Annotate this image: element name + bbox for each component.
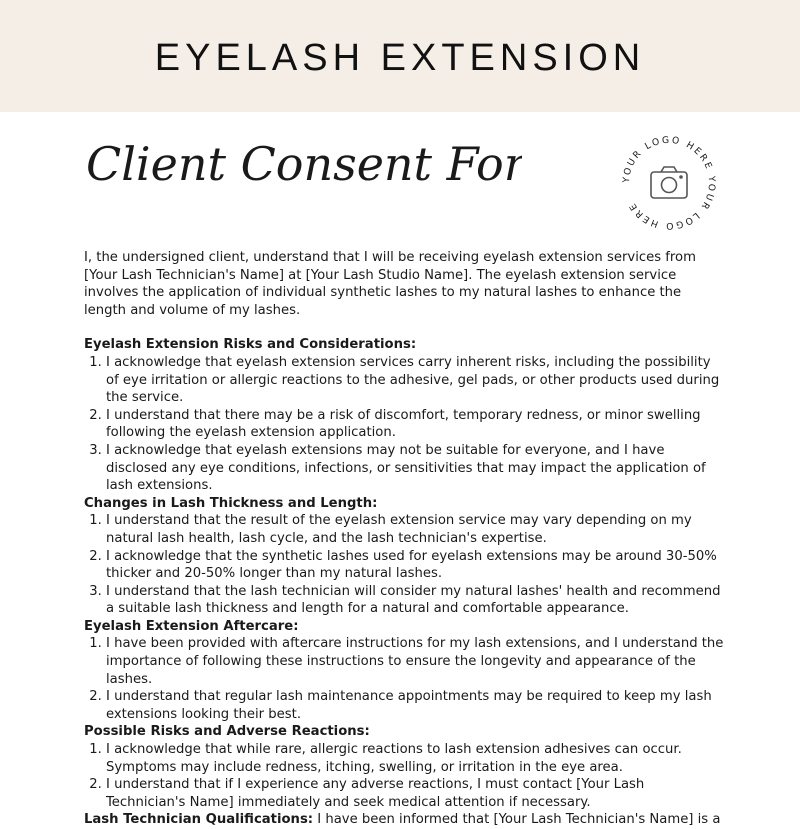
section-list xyxy=(84,512,724,618)
logo-ring-text: YOUR LOGO HERE YOUR LOGO HERE xyxy=(620,134,718,232)
list-item: 1. I acknowledge that while rare, allergic reactions to lash extension adhesives can occur. Symptoms may include redness, itching, swelling, or irritation in the eye area. xyxy=(106,741,724,776)
qualifications-line xyxy=(84,811,724,829)
qualifications-label: Lash Technician Qualifications: xyxy=(84,812,314,828)
section-thickness xyxy=(84,495,724,618)
section-list xyxy=(84,741,724,811)
header-banner xyxy=(0,0,800,112)
form-title xyxy=(82,118,522,210)
section-heading: Changes in Lash Thickness and Length: xyxy=(84,495,378,511)
form-title-text: Client Consent Form xyxy=(86,137,522,191)
list-item: 2. I understand that if I experience any adverse reactions, I must contact [Your Lash Technician's Name] immediately and seek medical attention if necessary. xyxy=(106,776,724,811)
logo-svg xyxy=(614,128,724,238)
section-risks xyxy=(84,336,724,494)
list-item: 2. I understand that regular lash maintenance appointments may be required to keep my lash extensions looking their best. xyxy=(106,688,724,723)
header-title: EYELASH EXTENSION xyxy=(154,36,646,79)
camera-icon xyxy=(651,167,687,198)
section-list xyxy=(84,354,724,495)
section-heading: Eyelash Extension Risks and Considerations: xyxy=(84,337,417,353)
intro-paragraph: I, the undersigned client, understand that I will be receiving eyelash extension services from [Your Lash Technician's Name] at [Your Lash Studio Name]. The eyelash extension service involves the application of individual synthetic lashes to my natural lashes to enhance the length and volume of my lashes. xyxy=(84,250,696,318)
qualifications-text: I have been informed that [Your Lash Technician's Name] is a xyxy=(313,812,721,828)
list-item: 2. I acknowledge that the synthetic lashes used for eyelash extensions may be around 30-50% thicker and 20-50% longer than my natural lashes. xyxy=(106,548,724,583)
section-adverse xyxy=(84,723,724,811)
list-item: 1. I understand that the result of the eyelash extension service may vary depending on my natural lash health, lash cycle, and the lash technician's expertise. xyxy=(106,512,724,547)
section-aftercare xyxy=(84,618,724,724)
section-list xyxy=(84,635,724,723)
list-item: 2. I understand that there may be a risk of discomfort, temporary redness, or minor swelling following the eyelash extension application. xyxy=(106,407,724,442)
logo-placeholder xyxy=(614,128,724,238)
form-title-svg xyxy=(82,118,522,210)
list-item: 1. I have been provided with aftercare instructions for my lash extensions, and I understand the importance of following these instructions to ensure the longevity and appearance of the lashes. xyxy=(106,635,724,688)
consent-body xyxy=(84,249,724,829)
list-item: 3. I acknowledge that eyelash extensions may not be suitable for everyone, and I have disclosed any eye conditions, infections, or sensitivities that may impact the application of lash extensions. xyxy=(106,442,724,495)
section-heading: Possible Risks and Adverse Reactions: xyxy=(84,724,370,740)
list-item: 1. I acknowledge that eyelash extension services carry inherent risks, including the possibility of eye irritation or allergic reactions to the adhesive, gel pads, or other products used during the service. xyxy=(106,354,724,407)
list-item: 3. I understand that the lash technician will consider my natural lashes' health and recommend a suitable lash thickness and length for a natural and comfortable appearance. xyxy=(106,583,724,618)
section-heading: Eyelash Extension Aftercare: xyxy=(84,618,299,634)
